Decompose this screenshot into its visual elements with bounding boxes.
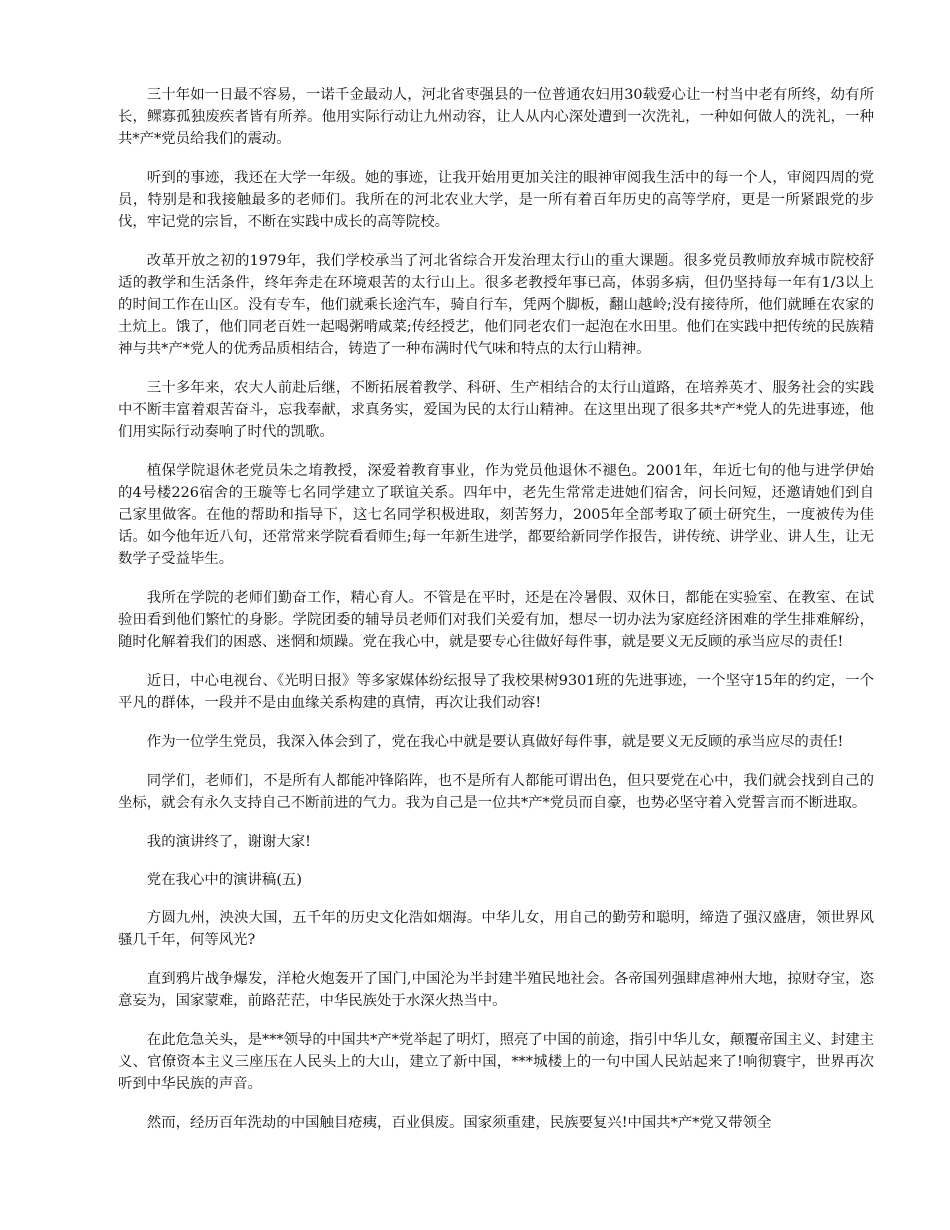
paragraph-1: 三十年如一日最不容易，一诺千金最动人，河北省枣强县的一位普通农妇用30载爱心让一村当中老有所终，幼有所长，鳏寡孤独废疾者皆有所养。他用实际行动让九州动容，让人从内心深处遭到一次洗礼，一种如何做人的洗礼，一种共*产*党员给我们的震动。 (118, 87, 874, 147)
paragraph-15: 然而，经历百年洗劫的中国触目疮痍，百业俱废。国家须重建，民族要复兴!中国共*产*党又带领全 (146, 1115, 772, 1131)
paragraph-14: 在此危急关头，是***领导的中国共*产*党举起了明灯，照亮了中国的前途，指引中华儿女，颠覆帝国主义、封建主义、官僚资本主义三座压在人民头上的大山，建立了新中国，***城楼上的一句中国人民站起来了!响彻寰宇，世界再次听到中华民族的声音。 (118, 1032, 874, 1092)
paragraph-8: 作为一位学生党员，我深入体会到了，党在我心中就是要认真做好每件事，就是要义无反顾的承当应尽的责任! (146, 734, 844, 750)
paragraph-4: 三十多年来，农大人前赴后继，不断拓展着教学、科研、生产相结合的太行山道路，在培养英才、服务社会的实践中不断丰富着艰苦奋斗，忘我奉献，求真务实，爱国为民的太行山精神。在这里出现了很多共*产*党人的先进事迹，他们用实际行动奏响了时代的凯歌。 (118, 380, 874, 440)
paragraph-7: 近日，中心电视台、《光明日报》等多家媒体纷纭报导了我校果树9301班的先进事迹，一个坚守15年的约定，一个平凡的群体，一段并不是由血缘关系构建的真情，再次让我们动容! (118, 673, 874, 711)
paragraph-13: 直到鸦片战争爆发，洋枪火炮轰开了国门,中国沦为半封建半殖民地社会。各帝国列强肆虐神州大地，掠财夺宝，恣意妄为，国家蒙难，前路茫茫，中华民族处于水深火热当中。 (118, 971, 874, 1009)
paragraph-9: 同学们，老师们，不是所有人都能冲锋陷阵，也不是所有人都能可谓出色，但只要党在心中，我们就会找到自己的坐标，就会有永久支持自己不断前进的气力。我为自己是一位共*产*党员而自豪，也势必坚守着入党誓言而不断进取。 (118, 773, 874, 811)
closing-line: 我的演讲终了，谢谢大家! (146, 834, 311, 850)
document-page (118, 84, 874, 1151)
paragraph-2: 听到的事迹，我还在大学一年级。她的事迹，让我开始用更加关注的眼神审阅我生活中的每一个人，审阅四周的党员，特别是和我接触最多的老师们。我所在的河北农业大学，是一所有着百年历史的高等学府，更是一所紧跟党的步伐，牢记党的宗旨，不断在实践中成长的高等院校。 (118, 170, 874, 230)
paragraph-12: 方圆九州，泱泱大国，五千年的历史文化浩如烟海。中华儿女，用自己的勤劳和聪明，缔造了强汉盛唐，领世界风骚几千年，何等风光? (118, 910, 874, 948)
paragraph-6: 我所在学院的老师们勤奋工作，精心育人。不管是在平时，还是在冷暑假、双休日，都能在实验室、在教室、在试验田看到他们繁忙的身影。学院团委的辅导员老师们对我们关爱有加，想尽一切办法为家庭经济困难的学生排难解纷，随时化解着我们的困惑、迷惘和烦躁。党在我心中，就是要专心往做好每件事，就是要义无反顾的承当应尽的责任! (118, 590, 874, 650)
paragraph-5: 植保学院退休老党员朱之堉教授，深爱着教育事业，作为党员他退休不褪色。2001年，年近七旬的他与进学伊始的4号楼226宿舍的王璇等七名同学建立了联谊关系。四年中，老先生常常走进她们宿舍，问长问短，还邀请她们到自己家里做客。在他的帮助和指导下，这七名同学积极进取，刻苦努力，2005年全部考取了硕士研究生，一度被传为佳话。如今他年近八旬，还常常来学院看看师生;每一年新生进学，都要给新同学作报告，讲传统、讲学业、讲人生，让无数学子受益毕生。 (118, 463, 874, 567)
paragraph-3: 改革开放之初的1979年，我们学校承当了河北省综合开发治理太行山的重大课题。很多党员教师放弃城市院校舒适的教学和生活条件，终年奔走在环境艰苦的太行山上。很多老教授年事已高，体弱多病，但仍坚持每一年有1/3以上的时间工作在山区。没有专车，他们就乘长途汽车，骑自行车，凭两个脚板，翻山越岭;没有接待所，他们就睡在农家的土炕上。饿了，他们同老百姓一起喝粥啃咸菜;传经授艺，他们同老农们一起泡在水田里。他们在实践中把传统的民族精神与共*产*党人的优秀品质相结合，铸造了一种布满时代气味和特点的太行山精神。 (118, 253, 874, 357)
section-title: 党在我心中的演讲稿(五) (146, 872, 302, 888)
